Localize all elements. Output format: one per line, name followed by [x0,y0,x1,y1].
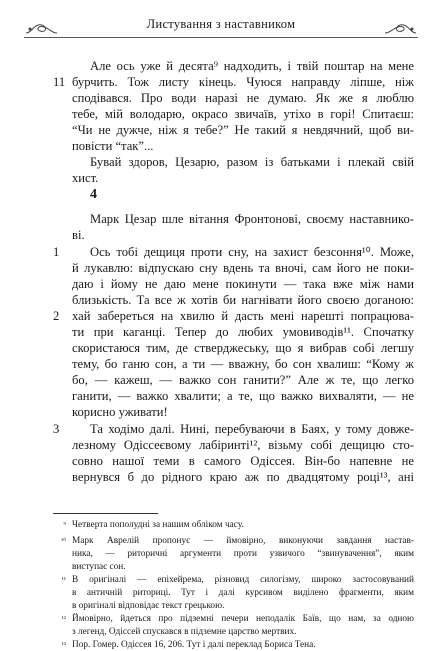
text-line: вернувся б до рідного краю аж по двадцятому році¹³, ані [72,470,414,484]
text-line: повісти “так”... [72,139,154,153]
text-line: ти при каганці. Тепер до любих умовиводів¹¹. Спочатку [72,325,414,339]
footnote-line: виступає сон. [72,562,126,572]
text-line: Та ходімо далі. Нині, перебуваючи в Баях, у тому довже- [90,422,414,436]
footnote-number: ¹⁰ [61,537,66,545]
text-line: бурчить. Тож листу кінець. Чуюся направду ліпше, ніж [72,75,414,89]
footnote-line: Марк Аврелій пропонує — ймовірно, виконуючи завдання настав- [72,536,414,546]
footnote-number: ⁹ [63,521,66,529]
footnote-line: Четверта пополудні за нашим обліком часу. [72,520,244,530]
text-line: й лукавлю: відпускаю сну вдень та вночі, сам його не поки- [72,261,414,275]
footnote-number: ¹¹ [61,576,66,584]
footnote-line: з легенд, Одіссей спускався в підземне царство мертвих. [72,627,297,637]
running-header [24,8,418,38]
text-line: Бувай здоров, Цезарю, разом із батьками і плекай свій [90,155,414,169]
text-line: корисно уживати! [72,405,168,419]
section-number: 4 [90,187,97,202]
margin-number: 11 [53,75,66,89]
footnote-line: Пор. Гомер. Одіссея 16, 206. Тут і далі переклад Бориса Тена. [72,640,316,650]
footnote-line: в античній риториці. Тут і далі курсивом виділено фрагменти, яким [72,588,414,598]
footnote-divider [53,513,158,514]
margin-number: 1 [53,245,60,259]
text-line: ві. [72,228,85,242]
text-line: тему, бо ганю сон, а ти — вважну, бо сон хвалиш: “Кому ж [72,357,414,371]
text-line: хай забереться на хвилю й дасть мені нарешті попрацюва- [72,309,414,323]
text-line: совно нашої теми в самого Одіссея. Він-бо напевне не [72,454,414,468]
text-line: близькість. Та все ж хотів би нагнівати його своєю доганою: [72,293,414,307]
text-line: Ось тобі дещиця проти сну, на захист безсоння¹⁰. Може, [90,245,414,259]
footnote-number: ¹³ [61,641,66,649]
text-line: хист. [72,171,99,185]
text-line: сподівався. Про води наразі не думаю. Як же я люблю [72,91,414,105]
right-ornament-icon [384,19,418,35]
margin-number: 3 [53,422,60,436]
text-line: Марк Цезар шле вітання Фронтонові, своєму наставнико- [90,212,414,226]
text-line: скористаюся тим, де стверджеську, що я вибрав собі легшу [72,341,414,355]
text-line: ганити, — важко хвалити; а те, що важко вихваляти, — не [72,389,414,403]
footnote-line: ника, — риторичні аргументи проти узвичого “звинувачення”, яким [72,549,414,559]
text-line: Але ось уже й десята⁹ надходить, і твій поштар на мене [90,59,414,73]
text-line: даю і йому не даю мене покинути — така вже між нами [72,277,414,291]
text-line: тебе, мій володарю, окрасо звичаїв, утіхо в горі! Спитаєш: [72,107,414,121]
header-title: Листування з наставником [146,17,296,31]
footnote-line: в оригіналі відповідає текст грецькою. [72,601,225,611]
text-line: лезному Одіссеєвому лабіринті¹², візьму собі дещицю сто- [72,438,414,452]
footnote-line: Ймовірно, йдеться про підземні печери неподалік Баїв, що нам, за одною [72,614,414,624]
text-line: “Чи не дужче, ніж я тебе?” Не такий я невдячний, щоб ви- [72,123,414,137]
footnote-line: В оригіналі — епіхейрема, різновид силогізму, широко застосовуваний [72,575,414,585]
footnote-number: ¹² [61,615,66,623]
text-line: бо, — кажеш, — важко сон ганити?” Але ж те, що легко [72,373,414,387]
margin-number: 2 [53,309,60,323]
